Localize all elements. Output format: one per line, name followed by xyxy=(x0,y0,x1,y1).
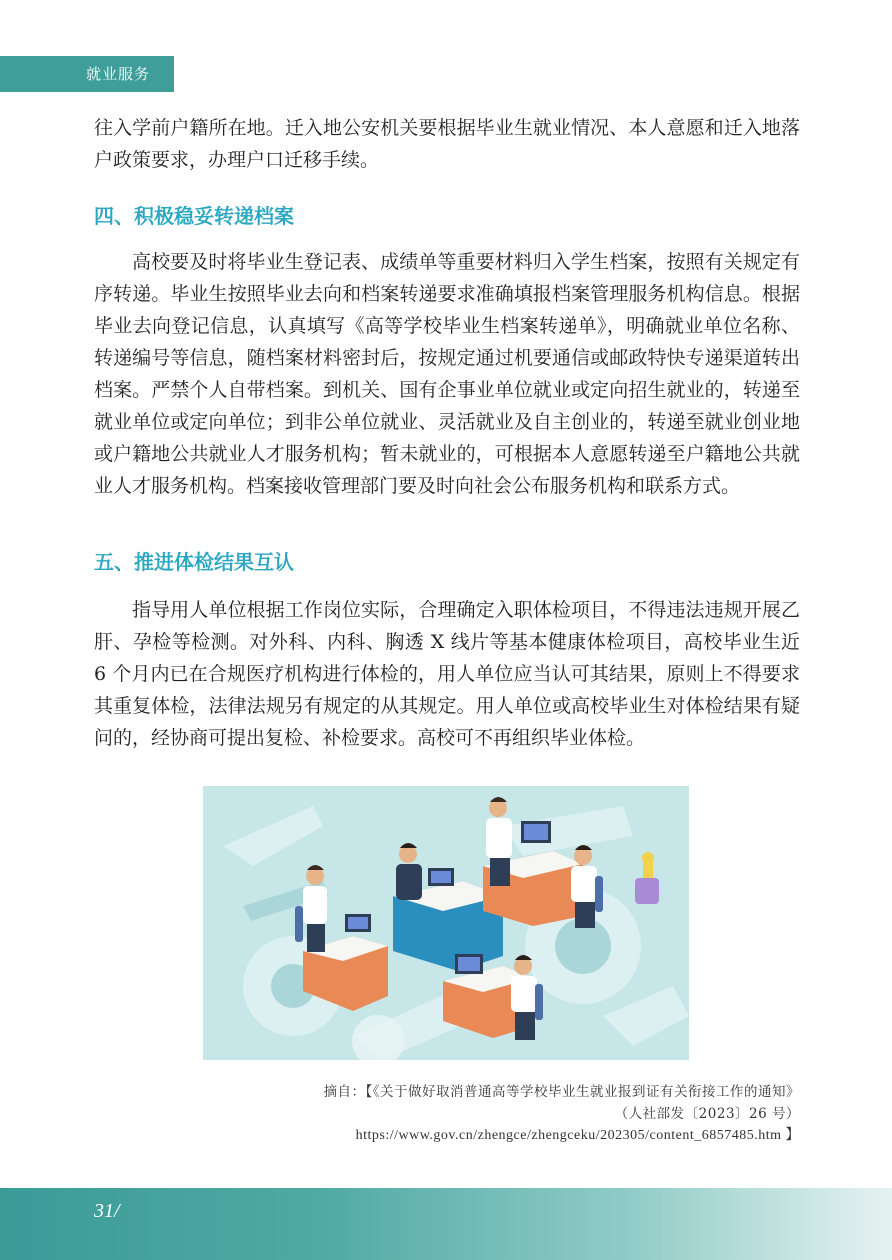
section-5-paragraph: 指导用人单位根据工作岗位实际，合理确定入职体检项目，不得违法违规开展乙肝、孕检等检测。对外科、内科、胸透 X 线片等基本健康体检项目，高校毕业生近 6 个月内已在合规医疗机构进行体检的，用人单位应当认可其结果，原则上不得要求其重复体检，法律法规另有规定的从其规定。用人单位或高校毕业生对体检结果有疑问的，经协商可提出复检、补检要求。高校可不再组织毕业体检。 xyxy=(94,599,800,749)
intro-paragraph: 往入学前户籍所在地。迁入地公安机关要根据毕业生就业情况、本人意愿和迁入地落户政策要求，办理户口迁移手续。 xyxy=(94,117,800,171)
section-5-heading: 五、推进体检结果互认 xyxy=(94,550,294,574)
citation-line-2: （人社部发〔2023〕26 号） xyxy=(614,1106,800,1122)
page-number: 31/ xyxy=(94,1200,120,1222)
citation-url[interactable]: https://www.gov.cn/zhengce/zhengceku/202305/content_6857485.htm 】 xyxy=(355,1128,800,1143)
source-citation xyxy=(324,1081,801,1147)
section-4-heading: 四、积极稳妥转递档案 xyxy=(94,204,294,228)
section-4-paragraph: 高校要及时将毕业生登记表、成绩单等重要材料归入学生档案，按照有关规定有序转递。毕业生按照毕业去向和档案转递要求准确填报档案管理服务机构信息。根据毕业去向登记信息，认真填写《高等学校毕业生档案转递单》，明确就业单位名称、转递编号等信息，随档案材料密封后，按规定通过机要通信或邮政特快专递渠道转出档案。严禁个人自带档案。到机关、国有企事业单位就业或定向招生就业的，转递至就业单位或定向单位；到非公单位就业、灵活就业及自主创业的，转递至就业创业地或户籍地公共就业人才服务机构；暂未就业的，可根据本人意愿转递至户籍地公共就业人才服务机构。档案接收管理部门要及时向社会公布服务机构和联系方式。 xyxy=(94,251,800,497)
illustration-graphic xyxy=(203,786,689,1060)
footer-band xyxy=(0,1188,892,1260)
section-tab: 就业服务 xyxy=(0,56,174,92)
office-workers-illustration xyxy=(203,786,689,1060)
citation-line-1: 摘自：【《关于做好取消普通高等学校毕业生就业报到证有关衔接工作的通知》 xyxy=(323,1084,800,1100)
